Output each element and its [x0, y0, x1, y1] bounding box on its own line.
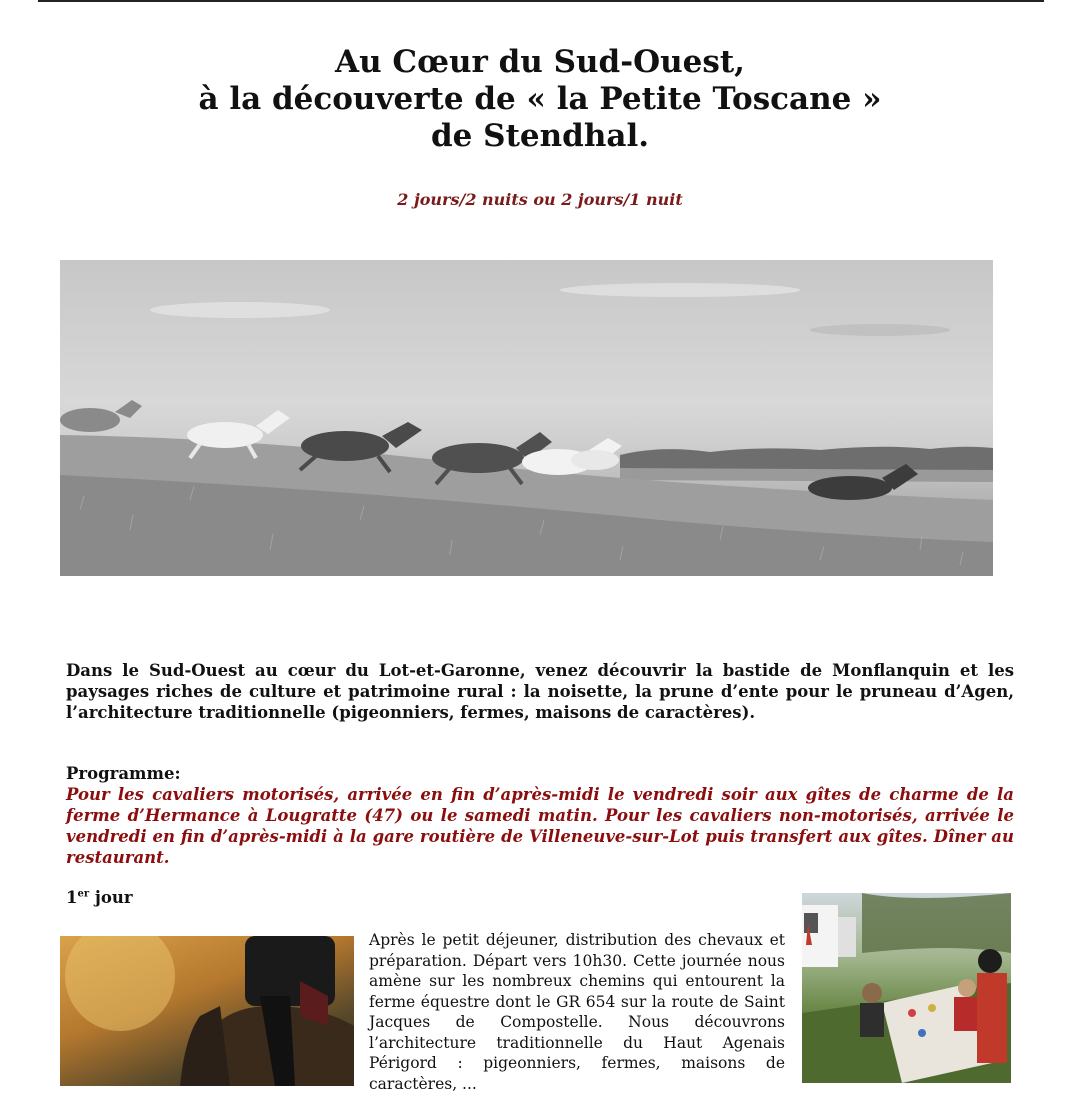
top-rule — [38, 0, 1044, 2]
rider-photo — [60, 936, 354, 1086]
day-1-description: Après le petit déjeuner, distribution des chevaux et préparation. Départ vers 10h30. Cette journée nous amène sur les nombreux chemins qui entourent la ferme équestre dont le GR 654 sur la route de Saint Jacques de Compostelle. Nous découvrons l’architecture traditionnelle du Haut Agenais Périgord : pigeonniers, fermes, maisons de caractères, ... — [369, 931, 785, 1093]
day-number: 1 — [66, 888, 78, 907]
horses-hero-image — [60, 260, 993, 576]
title-line-1: Au Cœur du Sud-Ouest, — [335, 44, 745, 80]
programme-label: Programme: — [66, 764, 181, 783]
horse-1 — [60, 400, 142, 432]
day-heading — [66, 888, 133, 907]
duration-subtitle: 2 jours/2 nuits ou 2 jours/1 nuit — [397, 190, 683, 209]
programme-text: Pour les cavaliers motorisés, arrivée en fin d’après-midi le vendredi soir aux gîtes de charme de la ferme d’Hermance à Lougratte (47) ou le samedi matin. Pour les cavaliers non-motorisés, arrivée le vendredi en fin d’après-midi à la gare routière de Villeneuve-sur-Lot puis transfert aux gîtes. Dîner au restaurant. — [66, 785, 1014, 867]
title-line-3: de Stendhal. — [430, 118, 650, 154]
picnic-photo — [802, 893, 1011, 1083]
day-number-suffix: er — [77, 888, 90, 900]
intro-paragraph: Dans le Sud-Ouest au cœur du Lot-et-Garonne, venez découvrir la bastide de Monflanquin et les paysages riches de culture et patrimoine rural : la noisette, la prune d’ente pour le pruneau d’Agen, l’architecture traditionnelle (pigeonniers, fermes, maisons de caractères). — [66, 661, 1014, 722]
title-line-2: à la découverte de « la Petite Toscane » — [198, 81, 882, 117]
day-word: jour — [94, 888, 133, 907]
page-title — [0, 44, 1080, 155]
